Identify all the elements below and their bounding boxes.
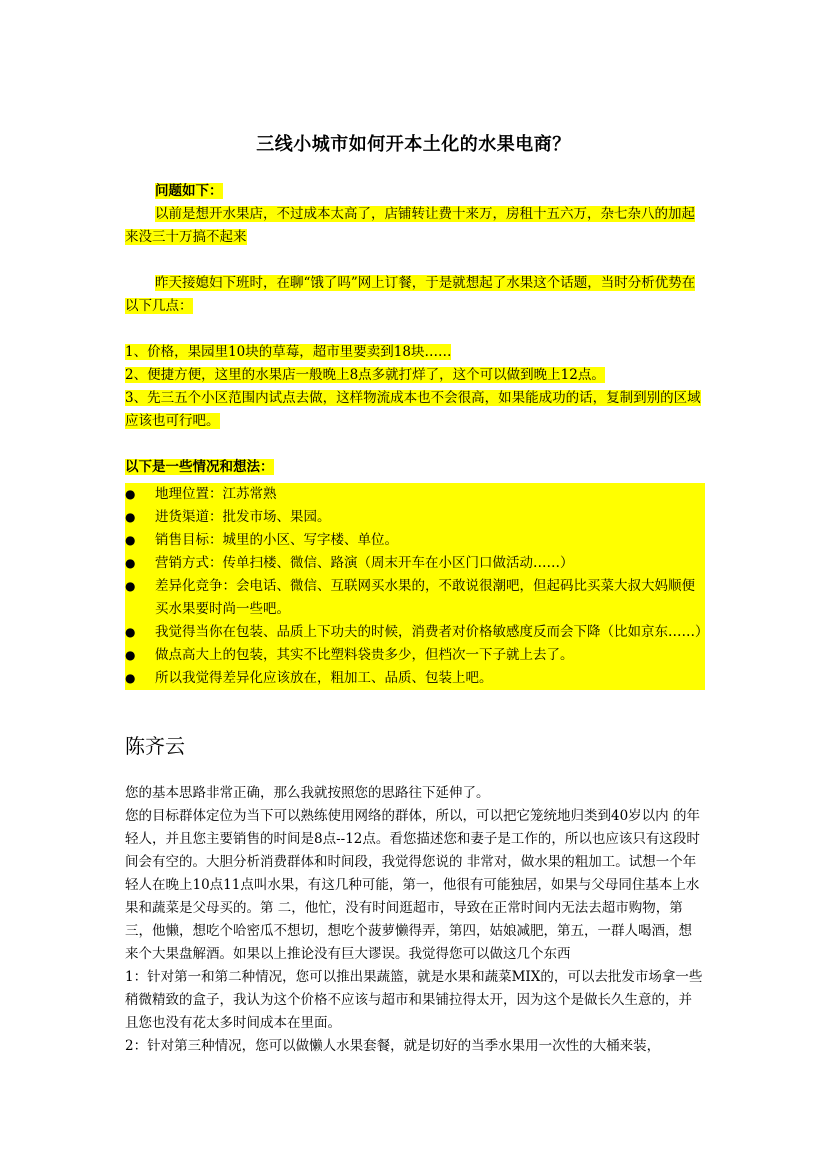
answer-body <box>125 782 705 1058</box>
advantage-point-1: 1、价格，果园里10块的草莓，超市里要卖到18块…… <box>125 344 452 360</box>
bullet-dot-icon: ● <box>125 671 136 685</box>
bullet-item: ● 做点高大上的包装，其实不比塑料袋贵多少，但档次一下子就上去了。 <box>125 644 705 667</box>
answer-author: 陈齐云 <box>125 734 185 758</box>
answer-paragraph: 1：针对第一和第二种情况，您可以推出果蔬篮，就是水果和蔬菜MIX的，可以去批发市场拿一些稍微精致的盒子，我认为这个价格不应该与超市和果铺拉得太开，因为这个是做长久生意的，并且您也没有花太多时间成本在里面。 <box>125 969 703 1031</box>
answer-paragraph: 2：针对第三种情况，您可以做懒人水果套餐，就是切好的当季水果用一次性的大桶来装， <box>125 1038 661 1054</box>
bullet-item: ● 销售目标：城里的小区、写字楼、单位。 <box>125 529 705 552</box>
bullet-item: ● 差异化竞争：会电话、微信、互联网买水果的，不敢说很潮吧，但起码比买菜大叔大妈顺便买水果要时尚一些吧。 <box>125 575 705 621</box>
question-paragraph-2: 昨天接媳妇下班时，在聊“饿了吗”网上订餐，于是就想起了水果这个话题，当时分析优势在以下几点： <box>125 275 696 314</box>
advantage-point-2: 2、便捷方便，这里的水果店一般晚上8点多就打烊了，这个可以做到晚上12点。 <box>125 367 605 383</box>
ideas-heading: 以下是一些情况和想法： <box>125 459 274 475</box>
bullet-item: ● 所以我觉得差异化应该放在，粗加工、品质、包装上吧。 <box>125 667 705 690</box>
bullet-dot-icon: ● <box>125 510 136 524</box>
bullet-item: ● 我觉得当你在包装、品质上下功夫的时候，消费者对价格敏感度反而会下降（比如京东……） <box>125 621 705 644</box>
page-title: 三线小城市如何开本土化的水果电商？ <box>256 134 571 155</box>
answer-paragraph: 您的目标群体定位为当下可以熟练使用网络的群体，所以，可以把它笼统地归类到40岁以内 的年轻人，并且您主要销售的时间是8点--12点。看您描述您和妻子是工作的，所以也应该只有这段时间会有空的。大胆分析消费群体和时间段，我觉得您说的 非常对，做水果的粗加工。试想一个年轻人在晚上10点11点叫水果，有这几种可能，第一，他很有可能独居，如果与父母同住基本上水果和蔬菜是父母买的。第 二，他忙，没有时间逛超市，导致在正常时间内无法去超市购物，第三，他懒，想吃个哈密瓜不想切，想吃个菠萝懒得弄，第四，姑娘减肥，第五，一群人喝酒，想 来个大果盘解酒。如果以上推论没有巨大谬误。我觉得您可以做这几个东西 <box>125 808 700 962</box>
bullet-dot-icon: ● <box>125 533 136 547</box>
bullet-dot-icon: ● <box>125 648 136 662</box>
question-paragraph-1: 以前是想开水果店，不过成本太高了，店铺转让费十来万，房租十五六万，杂七杂八的加起来没三十万搞不起来 <box>125 206 695 245</box>
bullet-item: ● 进货渠道：批发市场、果园。 <box>125 506 705 529</box>
question-heading: 问题如下： <box>155 183 223 199</box>
answer-paragraph: 您的基本思路非常正确，那么我就按照您的思路往下延伸了。 <box>125 785 490 801</box>
bullet-dot-icon: ● <box>125 556 136 570</box>
question-section <box>125 180 705 479</box>
advantage-point-3: 3、先三五个小区范围内试点去做，这样物流成本也不会很高，如果能成功的话，复制到别的区域应该也可行吧。 <box>125 390 701 429</box>
bullet-dot-icon: ● <box>125 625 136 639</box>
bullet-item: ● 地理位置：江苏常熟 <box>125 483 705 506</box>
bullet-dot-icon: ● <box>125 579 136 593</box>
ideas-bullet-list <box>125 483 709 690</box>
bullet-dot-icon: ● <box>125 487 136 501</box>
bullet-item: ● 营销方式：传单扫楼、微信、路演（周末开车在小区门口做活动……） <box>125 552 705 575</box>
